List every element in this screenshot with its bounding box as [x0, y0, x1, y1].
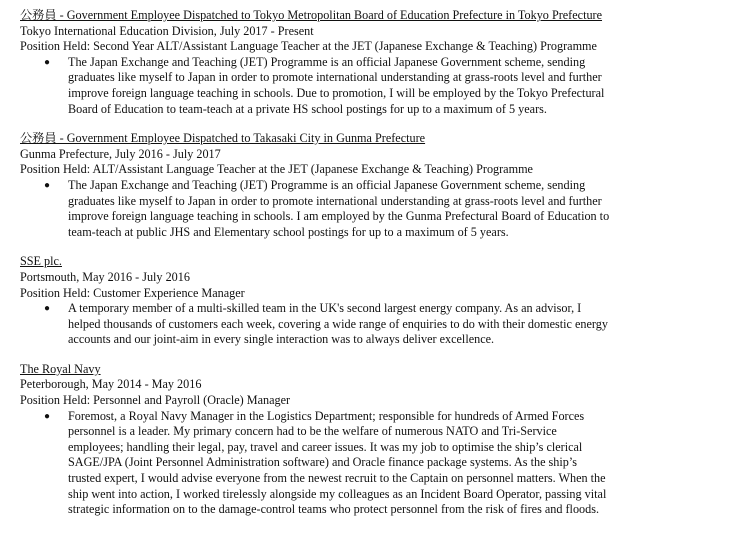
bullet-line: personnel is a leader. My primary concern had to be the welfare of numerous NATO and Tri-Service — [68, 424, 557, 439]
entry-title: SSE plc. — [20, 254, 62, 269]
bullet-line: trusted expert, I would advise everyone from the newest recruit to the Captain on personnel matters. When the — [68, 471, 606, 486]
bullet-line: The Japan Exchange and Teaching (JET) Programme is an official Japanese Government scheme, sending — [68, 177, 586, 192]
bullet-line: improve foreign language teaching in schools. I am employed by the Gunma Prefectural Board of Education to — [68, 209, 610, 224]
entry-org-date: Portsmouth, May 2016 - July 2016 — [20, 269, 190, 284]
bullet-line: graduates like myself to Japan in order to promote international understanding at grass-roots level and further — [68, 193, 602, 208]
resume-document — [20, 8, 720, 532]
experience-entry-royal-navy — [20, 362, 720, 518]
entry-bullet — [20, 409, 720, 518]
experience-entry-tokyo — [20, 8, 720, 117]
bullet-line: employees; handling their legal, pay, travel and career issues. It was my job to optimise the ship’s clerical — [68, 439, 583, 454]
entry-title: The Royal Navy — [20, 361, 101, 376]
entry-org-date: Gunma Prefecture, July 2016 - July 2017 — [20, 146, 221, 161]
entry-position: Position Held: ALT/Assistant Language Teacher at the JET (Japanese Exchange & Teaching) Programme — [20, 162, 533, 177]
entry-position: Position Held: Personnel and Payroll (Oracle) Manager — [20, 393, 291, 408]
bullet-icon: ● — [44, 410, 51, 422]
entry-bullet — [20, 301, 720, 348]
bullet-text — [68, 178, 680, 240]
entry-position: Position Held: Customer Experience Manager — [20, 285, 245, 300]
bullet-line: SAGE/JPA (Joint Personnel Administration software) and Oracle finance package systems. As the ship’s — [68, 455, 577, 470]
bullet-line: graduates like myself to Japan in order to promote international understanding at grass-roots level and further — [68, 70, 602, 85]
bullet-line: Board of Education to team-teach at a private HS school postings for up to a maximum of 5 years. — [68, 101, 547, 116]
experience-entry-gunma — [20, 131, 720, 240]
experience-entry-sse — [20, 254, 720, 348]
bullet-line: Foremost, a Royal Navy Manager in the Logistics Department; responsible for hundreds of Armed Forces — [68, 408, 585, 423]
bullet-icon: ● — [44, 303, 51, 315]
entry-org-date: Peterborough, May 2014 - May 2016 — [20, 377, 202, 392]
entry-position: Position Held: Second Year ALT/Assistant Language Teacher at the JET (Japanese Exchange & Teaching) Programme — [20, 39, 597, 54]
entry-bullet — [20, 178, 720, 240]
bullet-line: strategic information on to the damage-control teams who protect personnel from the risk of fires and floods. — [68, 502, 600, 517]
bullet-text — [68, 409, 680, 518]
bullet-line: The Japan Exchange and Teaching (JET) Programme is an official Japanese Government scheme, sending — [68, 54, 586, 69]
entry-title: 公務員 - Government Employee Dispatched to Tokyo Metropolitan Board of Education Prefecture in Tokyo Prefecture — [20, 8, 603, 22]
bullet-text — [68, 301, 680, 348]
bullet-line: ship went into action, I worked tirelessly alongside my colleagues as an Incident Board Operator, passing vital — [68, 486, 607, 501]
bullet-line: accounts and our joint-aim in every single interaction was to always deliver excellence. — [68, 332, 495, 347]
bullet-icon: ● — [44, 179, 51, 191]
bullet-line: helped thousands of customers each week, covering a wide range of enquiries to do with their domestic energy — [68, 316, 608, 331]
bullet-line: team-teach at public JHS and Elementary school postings for up to a maximum of 5 years. — [68, 224, 509, 239]
entry-title: 公務員 - Government Employee Dispatched to Takasaki City in Gunma Prefecture — [20, 131, 426, 146]
entry-bullet — [20, 55, 720, 117]
entry-org-date: Tokyo International Education Division, July 2017 - Present — [20, 23, 314, 38]
bullet-line: improve foreign language teaching in schools. Due to promotion, I will be employed by the Tokyo Prefectural — [68, 85, 605, 100]
bullet-line: A temporary member of a multi-skilled team in the UK's second largest energy company. As an advisor, I — [68, 301, 582, 316]
bullet-icon: ● — [44, 56, 51, 68]
bullet-text — [68, 55, 680, 117]
